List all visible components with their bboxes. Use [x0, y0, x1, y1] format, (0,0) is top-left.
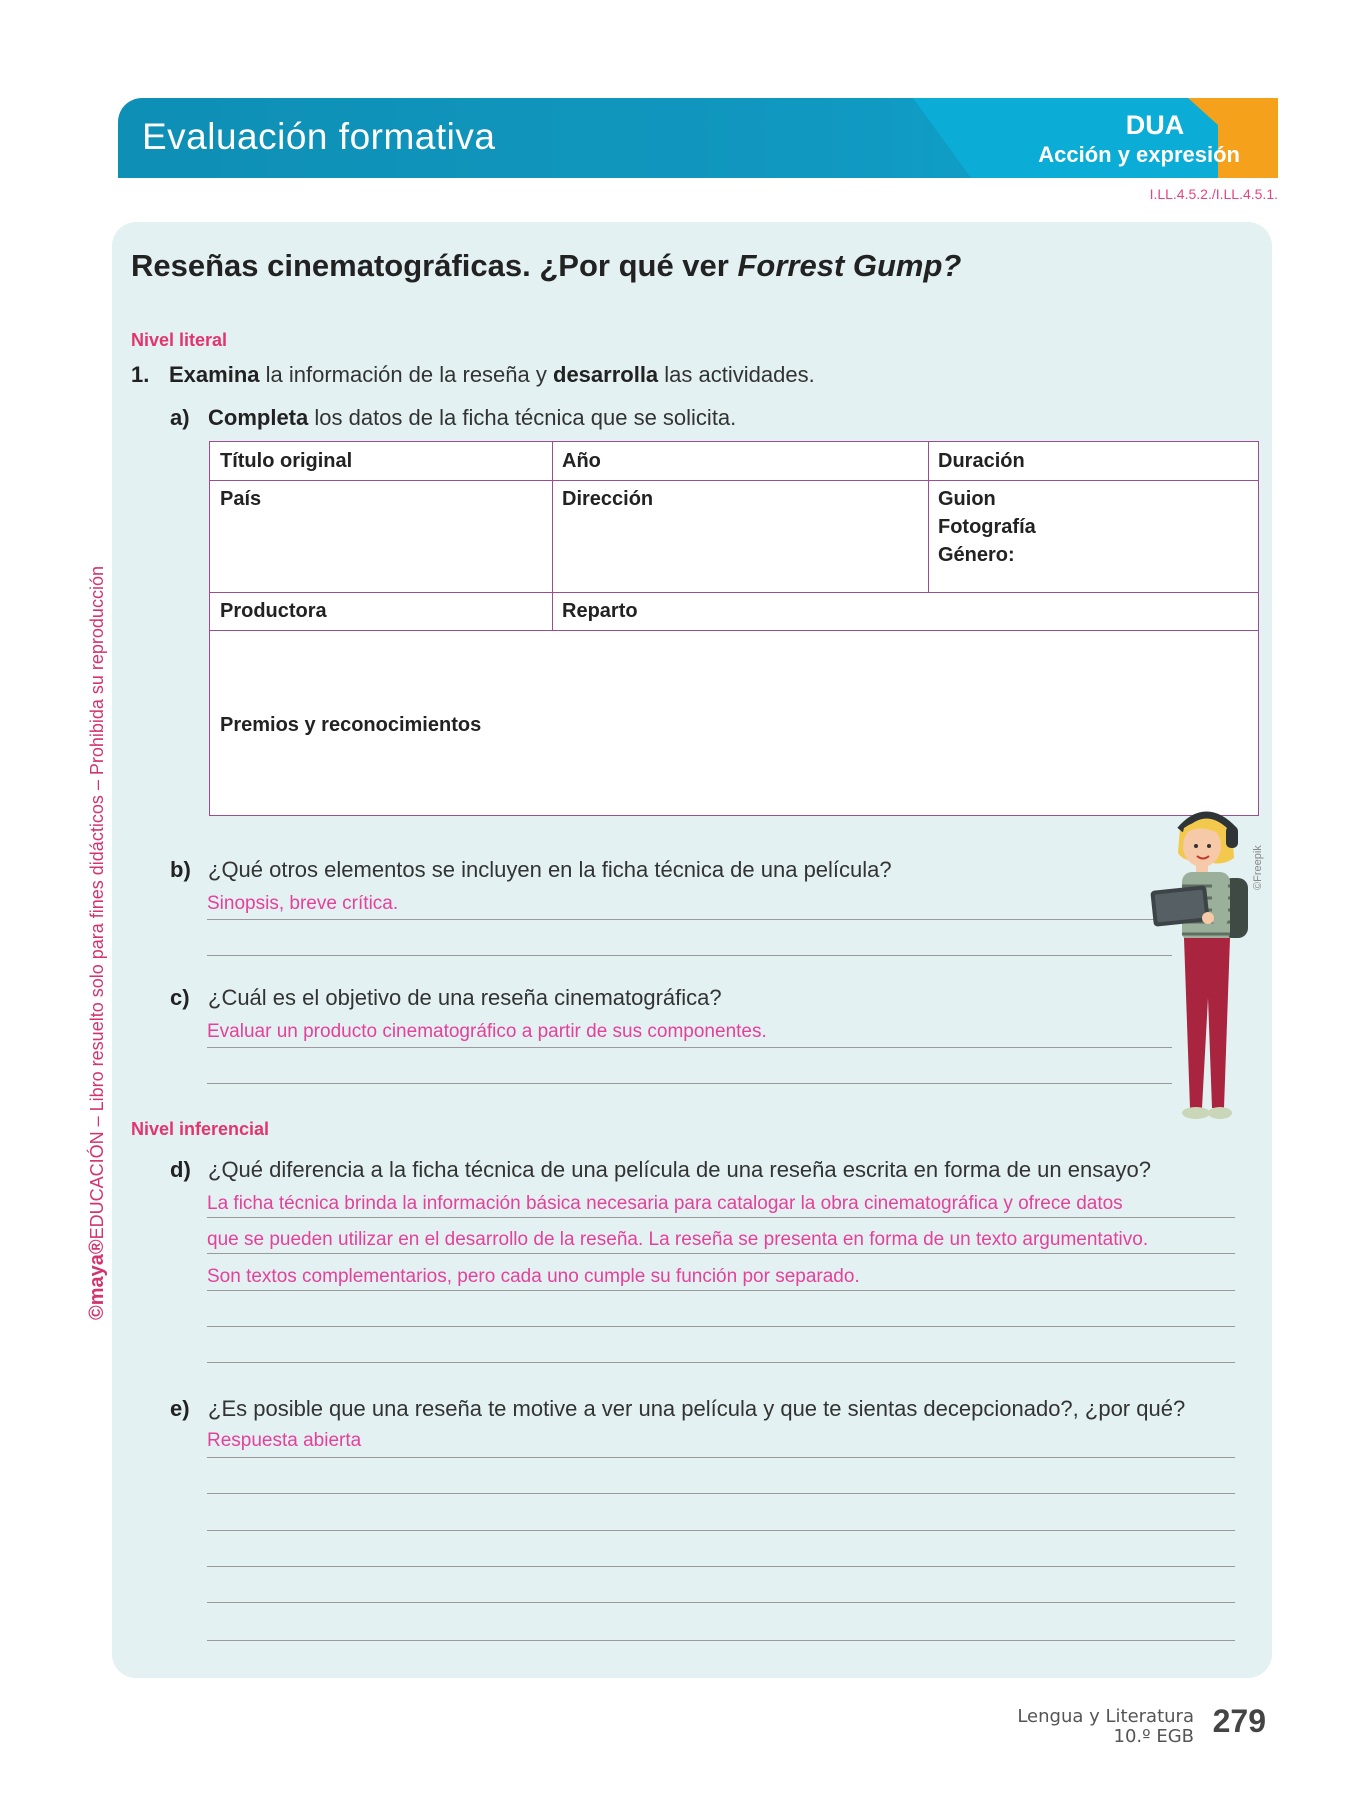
answer-line [207, 1602, 1235, 1603]
answer-b: Sinopsis, breve crítica. [207, 893, 399, 914]
question-e: e) ¿Es posible que una reseña te motive a ver una película y que te sientas decepcionado?, ¿por qué? [170, 1396, 1186, 1421]
table-divider [928, 442, 929, 592]
movie-title: Forrest Gump? [737, 248, 962, 283]
table-divider [210, 592, 1258, 593]
field-fotografia: Fotografía [938, 516, 1036, 538]
field-premios: Premios y reconocimientos [220, 714, 482, 736]
image-credit: ©Freepik [1252, 845, 1264, 890]
answer-line [207, 1566, 1235, 1567]
answer-line [207, 1083, 1172, 1084]
answer-line [207, 1493, 1235, 1494]
dua-title: DUA [1125, 110, 1185, 140]
question-c: c) ¿Cuál es el objetivo de una reseña cinematográfica? [170, 985, 722, 1010]
table-divider [210, 630, 1258, 631]
student-with-laptop-illustration [1150, 808, 1260, 1138]
field-genero: Género: [938, 544, 1015, 566]
footer-subject: Lengua y Literatura [1017, 1706, 1194, 1727]
header-title: Evaluación formativa [142, 116, 496, 157]
level-inferential: Nivel inferencial [131, 1119, 270, 1139]
brand-logo-text: ©maya® [86, 1239, 108, 1320]
field-titulo-original: Título original [220, 450, 353, 472]
answer-line [207, 1217, 1235, 1218]
field-direccion: Dirección [562, 488, 654, 510]
indicator-code: I.LL.4.5.2./I.LL.4.5.1. [1149, 186, 1278, 202]
footer-label [1017, 1707, 1194, 1747]
ficha-tecnica-table [209, 441, 1259, 816]
answer-line [207, 955, 1172, 956]
answer-line [207, 1326, 1235, 1327]
footer-grade: 10.º EGB [1113, 1726, 1194, 1747]
field-guion: Guion [938, 488, 996, 510]
field-duracion: Duración [938, 450, 1025, 472]
answer-d-line-2: que se pueden utilizar en el desarrollo de la reseña. La reseña se presenta en forma de un texto argumentativo. [207, 1229, 1149, 1250]
table-divider [210, 480, 1258, 481]
answer-line [207, 1362, 1235, 1363]
answer-c: Evaluar un producto cinematográfico a partir de sus componentes. [207, 1021, 767, 1042]
question-1: 1. Examina la información de la reseña y desarrolla las actividades. [131, 362, 815, 387]
level-literal: Nivel literal [131, 330, 228, 350]
page-number: 279 [1212, 1703, 1266, 1739]
answer-line [207, 919, 1172, 920]
section-title: Reseñas cinematográficas. ¿Por qué ver Forrest Gump? [131, 248, 962, 283]
side-copyright [86, 566, 109, 1320]
field-reparto: Reparto [562, 600, 638, 622]
answer-line [207, 1290, 1235, 1291]
question-a: a) Completa los datos de la ficha técnica que se solicita. [170, 405, 737, 430]
field-pais: País [220, 488, 262, 510]
question-d: d) ¿Qué diferencia a la ficha técnica de una película de una reseña escrita en forma de un ensayo? [170, 1157, 1151, 1182]
table-divider [552, 442, 553, 630]
field-productora: Productora [220, 600, 327, 622]
question-b: b) ¿Qué otros elementos se incluyen en la ficha técnica de una película? [170, 857, 892, 882]
dua-subtitle: Acción y expresión [1038, 142, 1240, 167]
answer-d-line-3: Son textos complementarios, pero cada uno cumple su función por separado. [207, 1266, 860, 1287]
answer-e: Respuesta abierta [207, 1430, 362, 1451]
field-anio: Año [562, 450, 601, 472]
answer-line [207, 1530, 1235, 1531]
answer-d-line-1: La ficha técnica brinda la información básica necesaria para catalogar la obra cinematográfica y ofrece datos [207, 1193, 1123, 1214]
answer-line [207, 1457, 1235, 1458]
answer-line [207, 1640, 1235, 1641]
answer-line [207, 1047, 1172, 1048]
side-copyright-text: EDUCACIÓN – Libro resuelto solo para fines didácticos – Prohibida su reproducción [87, 566, 107, 1240]
answer-line [207, 1253, 1235, 1254]
